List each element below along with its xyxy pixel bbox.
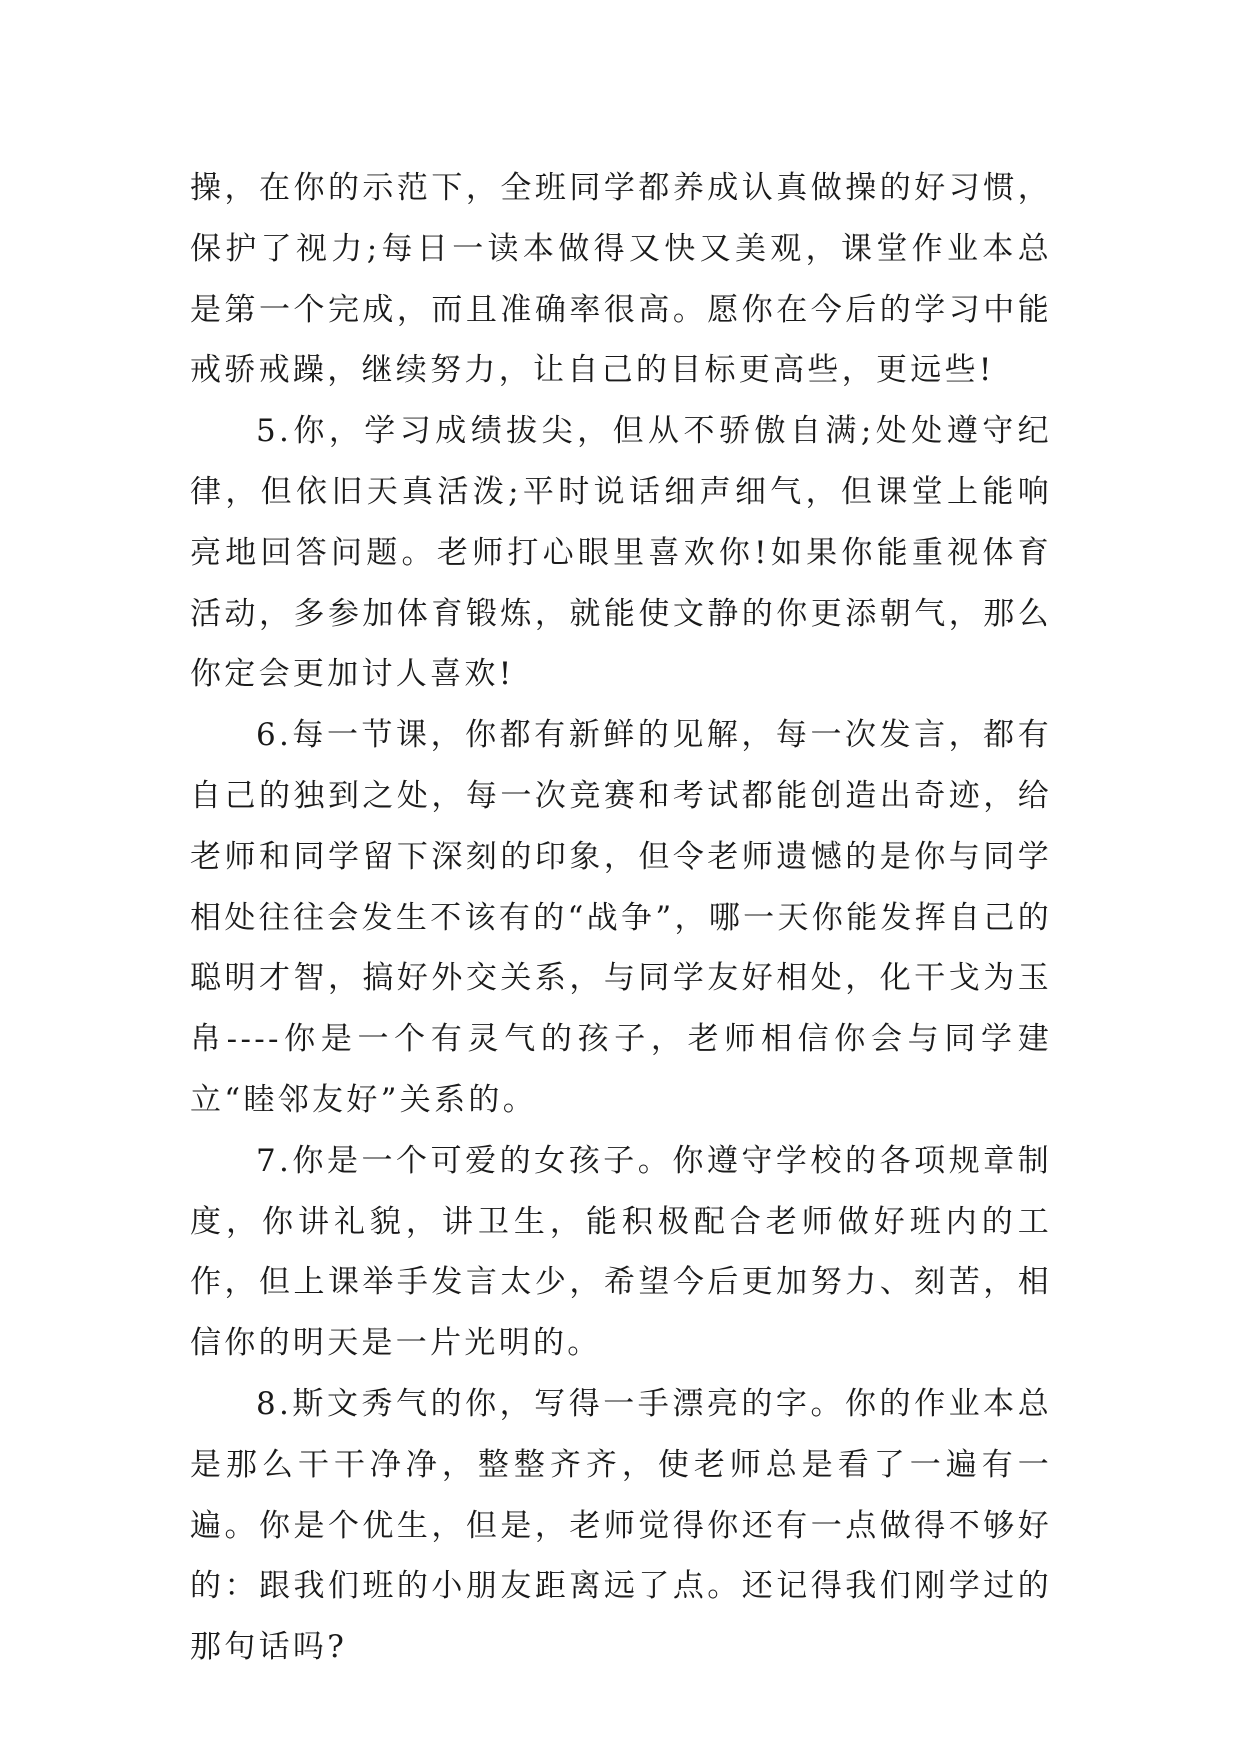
document-body	[190, 158, 1052, 1678]
paragraph-comment-5: 5.你，学习成绩拔尖，但从不骄傲自满;处处遵守纪律，但依旧天真活泼;平时说话细声细气，但课堂上能响亮地回答问题。老师打心眼里喜欢你!如果你能重视体育活动，多参加体育锻炼，就能使文静的你更添朝气，那么你定会更加讨人喜欢!	[190, 413, 1052, 693]
paragraph-continuation: 操，在你的示范下，全班同学都养成认真做操的好习惯，保护了视力;每日一读本做得又快又美观，课堂作业本总是第一个完成，而且准确率很高。愿你在今后的学习中能戒骄戒躁，继续努力，让自己的目标更高些，更远些!	[190, 170, 1052, 389]
paragraph-comment-8: 8.斯文秀气的你，写得一手漂亮的字。你的作业本总是那么干干净净，整整齐齐，使老师总是看了一遍有一遍。你是个优生，但是，老师觉得你还有一点做得不够好的：跟我们班的小朋友距离远了点。还记得我们刚学过的那句话吗?	[190, 1385, 1052, 1666]
paragraph-comment-6: 6.每一节课，你都有新鲜的见解，每一次发言，都有自己的独到之处，每一次竞赛和考试都能创造出奇迹，给老师和同学留下深刻的印象，但令老师遗憾的是你与同学相处往往会发生不该有的“战争”，哪一天你能发挥自己的聪明才智，搞好外交关系，与同学友好相处，化干戈为玉帛----你是一个有灵气的孩子，老师相信你会与同学建立“睦邻友好”关系的。	[190, 717, 1052, 1118]
paragraph-comment-7: 7.你是一个可爱的女孩子。你遵守学校的各项规章制度，你讲礼貌，讲卫生，能积极配合老师做好班内的工作，但上课举手发言太少，希望今后更加努力、刻苦，相信你的明天是一片光明的。	[190, 1142, 1052, 1362]
